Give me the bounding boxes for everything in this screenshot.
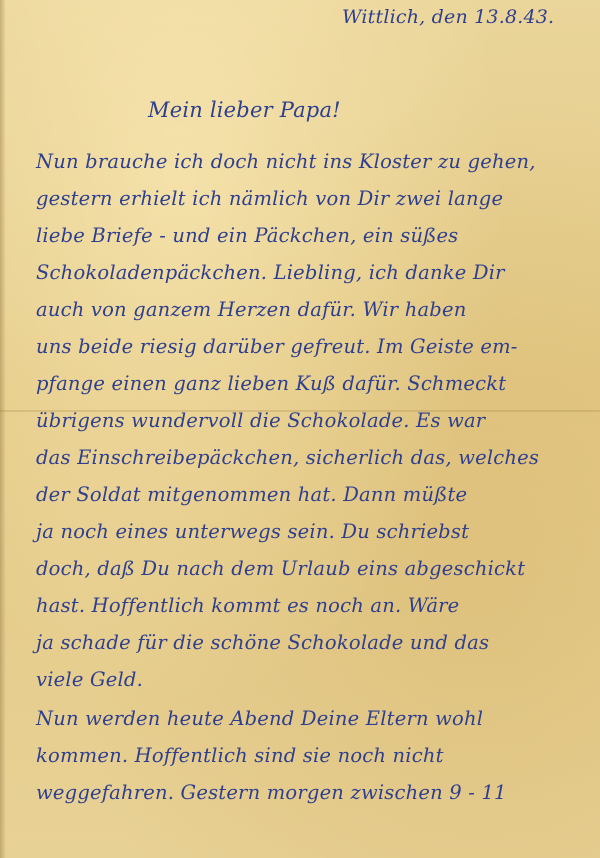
letter-salutation: Mein lieber Papa! bbox=[148, 98, 341, 122]
letter-line: weggefahren. Gestern morgen zwischen 9 - 11 bbox=[36, 781, 507, 804]
letter-line: pfange einen ganz lieben Kuß dafür. Schmeckt bbox=[36, 372, 507, 395]
letter-line: übrigens wundervoll die Schokolade. Es war bbox=[36, 409, 486, 432]
letter-line: das Einschreibepäckchen, sicherlich das, welches bbox=[36, 446, 540, 469]
letter-line: ja noch eines unterwegs sein. Du schriebst bbox=[36, 520, 470, 543]
letter-line: Nun brauche ich doch nicht ins Kloster zu gehen, bbox=[36, 150, 536, 173]
letter-line: Nun werden heute Abend Deine Eltern wohl bbox=[36, 707, 484, 730]
letter-line: hast. Hoffentlich kommt es noch an. Wäre bbox=[36, 594, 460, 617]
letter-line: viele Geld. bbox=[36, 668, 144, 691]
letter-line: der Soldat mitgenommen hat. Dann müßte bbox=[36, 483, 468, 506]
letter-line: kommen. Hoffentlich sind sie noch nicht bbox=[36, 744, 444, 767]
letter-date: Wittlich, den 13.8.43. bbox=[342, 6, 555, 28]
letter-line: uns beide riesig darüber gefreut. Im Geiste em- bbox=[36, 335, 518, 358]
paper-edge-shadow bbox=[0, 0, 6, 858]
letter-line: liebe Briefe - und ein Päckchen, ein süßes bbox=[36, 224, 459, 247]
letter-line: ja schade für die schöne Schokolade und das bbox=[36, 631, 490, 654]
letter-line: gestern erhielt ich nämlich von Dir zwei lange bbox=[36, 187, 504, 210]
letter-line: auch von ganzem Herzen dafür. Wir haben bbox=[36, 298, 467, 321]
letter-line: doch, daß Du nach dem Urlaub eins abgeschickt bbox=[36, 557, 526, 580]
letter-line: Schokoladenpäckchen. Liebling, ich danke Dir bbox=[36, 261, 505, 284]
